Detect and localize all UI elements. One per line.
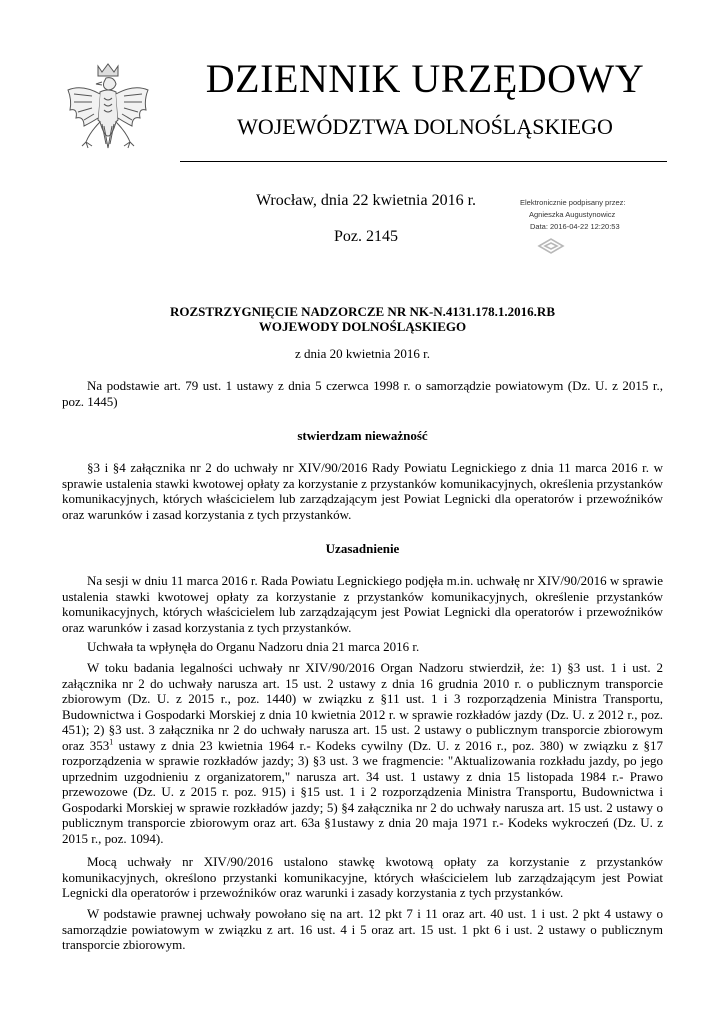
signature-date: Data: 2016-04-22 12:20:53 (530, 222, 620, 231)
masthead-divider (180, 161, 667, 162)
document-title-line2: WOJEWODY DOLNOŚLĄSKIEGO (258, 319, 467, 334)
justification-paragraph-4: Mocą uchwały nr XIV/90/2016 ustalono stawkę kwotową opłaty za korzystanie z przystanków komunikacyjnych, określono przystanki komunikacyjne, których właścicielem lub zarządzającym jest Powiat Legnicki dla operatorów i przewoźników oraz warunki i zasady korzystania z tych przystanków. (62, 854, 663, 900)
eagle-emblem-icon (62, 60, 154, 164)
paragraph-3-part-b: ustawy z dnia 23 kwietnia 1964 r.- Kodeks cywilny (Dz. U. z 2016 r., poz. 380) w związku z §17 rozporządzenia w sprawie rozkładów jazdy; 3) §3 ust. 3 we fragmencie: "Aktualizowania rozkładu jazdy, po jego uprzednim uzgodnieniu z organizatorem," narusza art. 34 ust. 1 ustawy z dnia 15 listopada 1984 r.- Prawo przewozowe (Dz. U. z 2015 r. poz. 915) i §15 ust. 1 i 2 rozporządzenia Ministra Transportu, Budownictwa i Gospodarki Morskiej w sprawie rozkładów jazdy; 5) §4 załącznika nr 2 do uchwały narusza art. 15 ust. 2 ustawy o publicznym transporcie zbiorowym oraz art. 63a §1ustawy z dnia 20 maja 1971 r.- Kodeks wykroczeń (Dz. U. z 2015 r., poz. 1094). (62, 737, 664, 846)
justification-heading: Uzasadnienie (325, 541, 400, 556)
publication-place-date: Wrocław, dnia 22 kwietnia 2016 r. (255, 192, 477, 209)
justification-paragraph-5: W podstawie prawnej uchwały powołano się na art. 12 pkt 7 i 11 oraz art. 40 ust. 1 i ust. 2 pkt 4 ustawy o samorządzie powiatowym w związku z art. 16 ust. 4 i 5 oraz art. 15 ust. 1 pkt 6 i ust. 2 ustawy o publicznym transporcie zbiorowym. (62, 906, 663, 952)
document-title-line1: ROZSTRZYGNIĘCIE NADZORCZE NR NK-N.4131.178.1.2016.RB (170, 304, 555, 319)
justification-paragraph-3 (62, 660, 663, 846)
signature-label: Elektronicznie podpisany przez: (520, 198, 626, 207)
decision-heading: stwierdzam nieważność (297, 428, 428, 443)
masthead-subtitle: WOJEWÓDZTWA DOLNOŚLĄSKIEGO (237, 114, 613, 139)
decision-paragraph: §3 i §4 załącznika nr 2 do uchwały nr XIV/90/2016 Rady Powiatu Legnickiego z dnia 11 marca 2016 r. w sprawie ustalenia stawki kwotowej opłaty za korzystanie z przystanków komunikacyjnych, określenia przystanków komunikacyjnych, których właścicielem lub zarządzającym jest Powiat Legnicki dla operatorów i przewoźników oraz warunków i zasad korzystania z tych przystanków. (62, 460, 663, 522)
electronic-signature (520, 197, 710, 233)
masthead-title: DZIENNIK URZĘDOWY (205, 56, 645, 101)
signature-signer: Agnieszka Augustynowicz (529, 210, 616, 219)
document-title (62, 304, 663, 334)
signature-verified-icon (536, 236, 566, 256)
justification-paragraph-2: Uchwała ta wpłynęła do Organu Nadzoru dnia 21 marca 2016 r. (87, 639, 420, 654)
paragraph-3-part-a: W toku badania legalności uchwały nr XIV/90/2016 Organ Nadzoru stwierdził, że: 1) §3 ust. 1 i ust. 2 załącznika nr 2 do uchwały narusza art. 15 ust. 2 ustawy z dnia 16 grudnia 2010 r. o publicznym transporcie zbiorowym (Dz. U. z 2015 r., poz. 1440) w związku z §11 ust. 1 i 3 rozporządzenia Ministra Transportu, Budownictwa i Gospodarki Morskiej z dnia 10 kwietnia 2012 r. w sprawie rozkładów jazdy (Dz. U. z 2012 r., poz. 451); 2) §3 ust. 3 załącznika nr 2 do uchwały narusza art. 15 ust. 2 ustawy o publicznym transporcie zbiorowym oraz 353 (62, 660, 663, 753)
paragraph-3-superscript: 1 (109, 737, 114, 747)
publication-position: Poz. 2145 (334, 228, 398, 245)
document-date: z dnia 20 kwietnia 2016 r. (294, 346, 431, 361)
justification-paragraph-1: Na sesji w dniu 11 marca 2016 r. Rada Powiatu Legnickiego podjęła m.in. uchwałę nr XIV/90/2016 w sprawie ustalenia stawki kwotowej opłaty za korzystanie z przystanków komunikacyjnych, określenie przystanków komunikacyjnych, których właścicielem lub zarządzającym jest Powiat Legnicki dla operatorów i przewoźników oraz warunków i zasad korzystania z tych przystanków. (62, 573, 663, 635)
legal-basis-paragraph: Na podstawie art. 79 ust. 1 ustawy z dnia 5 czerwca 1998 r. o samorządzie powiatowym (Dz. U. z 2015 r., poz. 1445) (62, 378, 663, 409)
